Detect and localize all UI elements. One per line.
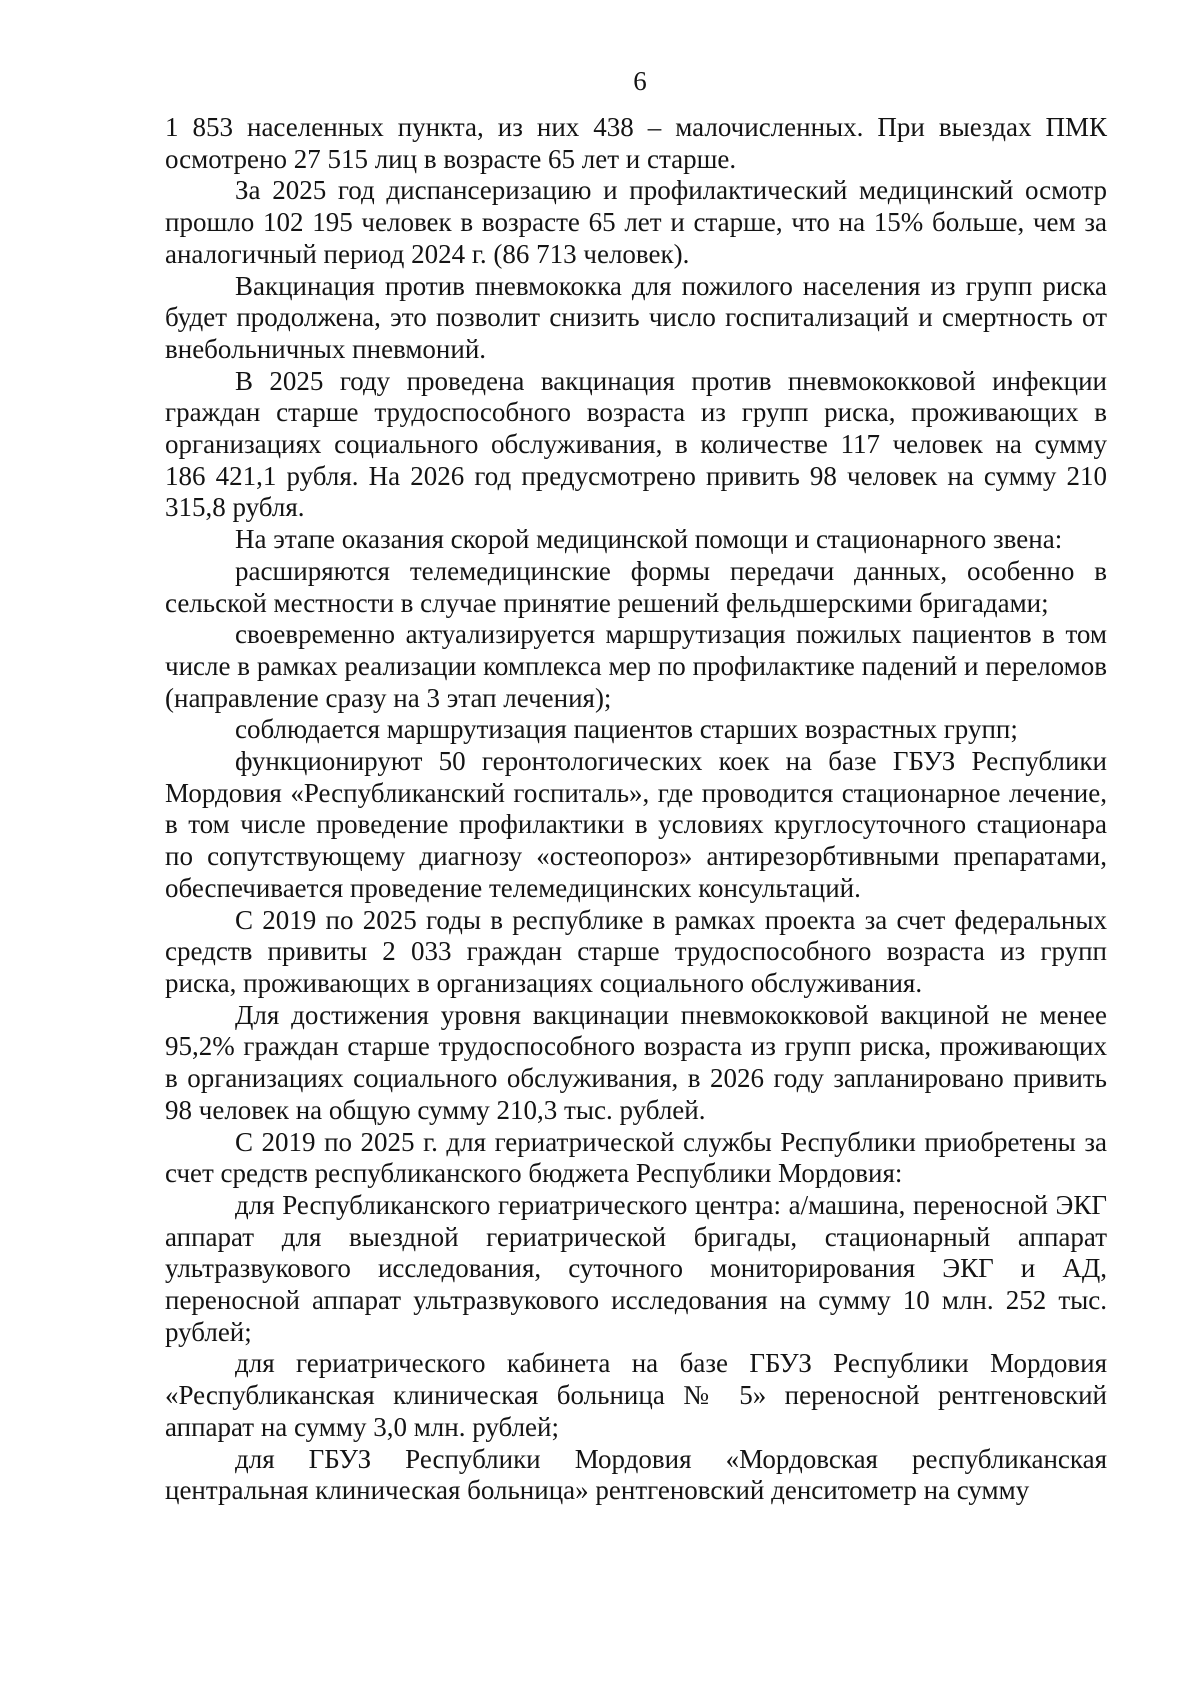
paragraph-geriatric-center: для Республиканского гериатрического центра: а/машина, переносной ЭКГ аппарат для выездной гериатрической бригады, стационарный аппарат ультразвукового исследования, суточного мониторирования ЭКГ и АД, переносной аппарат ультразвукового исследования на сумму 10 млн. 252 тыс. рублей; xyxy=(165,1189,1107,1347)
paragraph-vaccinated-2019-2025: С 2019 по 2025 годы в республике в рамках проекта за счет федеральных средств привиты 2 033 граждан старше трудоспособного возраста из групп риска, проживающих в организациях социального обслуживания. xyxy=(165,904,1107,998)
paragraph-routing-update: своевременно актуализируется маршрутизация пожилых пациентов в том числе в рамках реализации комплекса мер по профилактике падений и переломов (направление сразу на 3 этап лечения); xyxy=(165,619,1107,713)
paragraph-emergency-care-intro: На этапе оказания скорой медицинской помощи и стационарного звена: xyxy=(235,524,1063,555)
paragraph-gerontology-beds: функционируют 50 геронтологических коек на базе ГБУЗ Республики Мордовия «Республиканский госпиталь», где проводится стационарное лечение, в том числе проведение профилактики в условиях круглосуточного стационара по сопутствующему диагнозу «остеопороз» антирезорбтивными препаратами, обеспечивается проведение телемедицинских консультаций. xyxy=(165,746,1107,903)
page-number: 6 xyxy=(633,66,647,96)
paragraph-vaccination-target: Для достижения уровня вакцинации пневмококковой вакциной не менее 95,2% граждан старше трудоспособного возраста из групп риска, проживающих в организациях социального обслуживания, в 2026 году запланировано привить 98 человек на общую сумму 210,3 тыс. рублей. xyxy=(165,999,1107,1125)
paragraph-pneumococcus-vaccination: Вакцинация против пневмококка для пожилого населения из групп риска будет продолжена, это позволит снизить число госпитализаций и смертность от внебольничных пневмоний. xyxy=(165,270,1107,364)
paragraph-routing-observed: соблюдается маршрутизация пациентов старших возрастных групп; xyxy=(235,714,1018,745)
paragraph-vaccination-2025: В 2025 году проведена вакцинация против пневмококковой инфекции граждан старше трудоспособного возраста из групп риска, проживающих в организациях социального обслуживания, в количестве 117 человек на сумму 186 421,1 рубля. На 2026 год предусмотрено привить 98 человек на сумму 210 315,8 рубля. xyxy=(165,365,1107,523)
paragraph-densitometer: для ГБУЗ Республики Мордовия «Мордовская республиканская центральная клиническая больница» рентгеновский денситометр на сумму xyxy=(165,1443,1107,1506)
paragraph-telemedicine: расширяются телемедицинские формы передачи данных, особенно в сельской местности в случае принятие решений фельдшерскими бригадами; xyxy=(165,555,1107,618)
paragraph-continuation: 1 853 населенных пункта, из них 438 – малочисленных. При выездах ПМК осмотрено 27 515 лиц в возрасте 65 лет и старше. xyxy=(165,112,1107,174)
paragraph-geriatric-office: для гериатрического кабинета на базе ГБУЗ Республики Мордовия «Республиканская клиническая больница № 5» переносной рентгеновский аппарат на сумму 3,0 млн. рублей; xyxy=(165,1348,1107,1442)
paragraph-dispensary-exam: За 2025 год диспансеризацию и профилактический медицинский осмотр прошло 102 195 человек в возрасте 65 лет и старше, что на 15% больше, чем за аналогичный период 2024 г. (86 713 человек). xyxy=(165,175,1107,269)
paragraph-purchases-intro: С 2019 по 2025 г. для гериатрической службы Республики приобретены за счет средств республиканского бюджета Республики Мордовия: xyxy=(165,1126,1107,1189)
document-body xyxy=(165,112,1107,1507)
